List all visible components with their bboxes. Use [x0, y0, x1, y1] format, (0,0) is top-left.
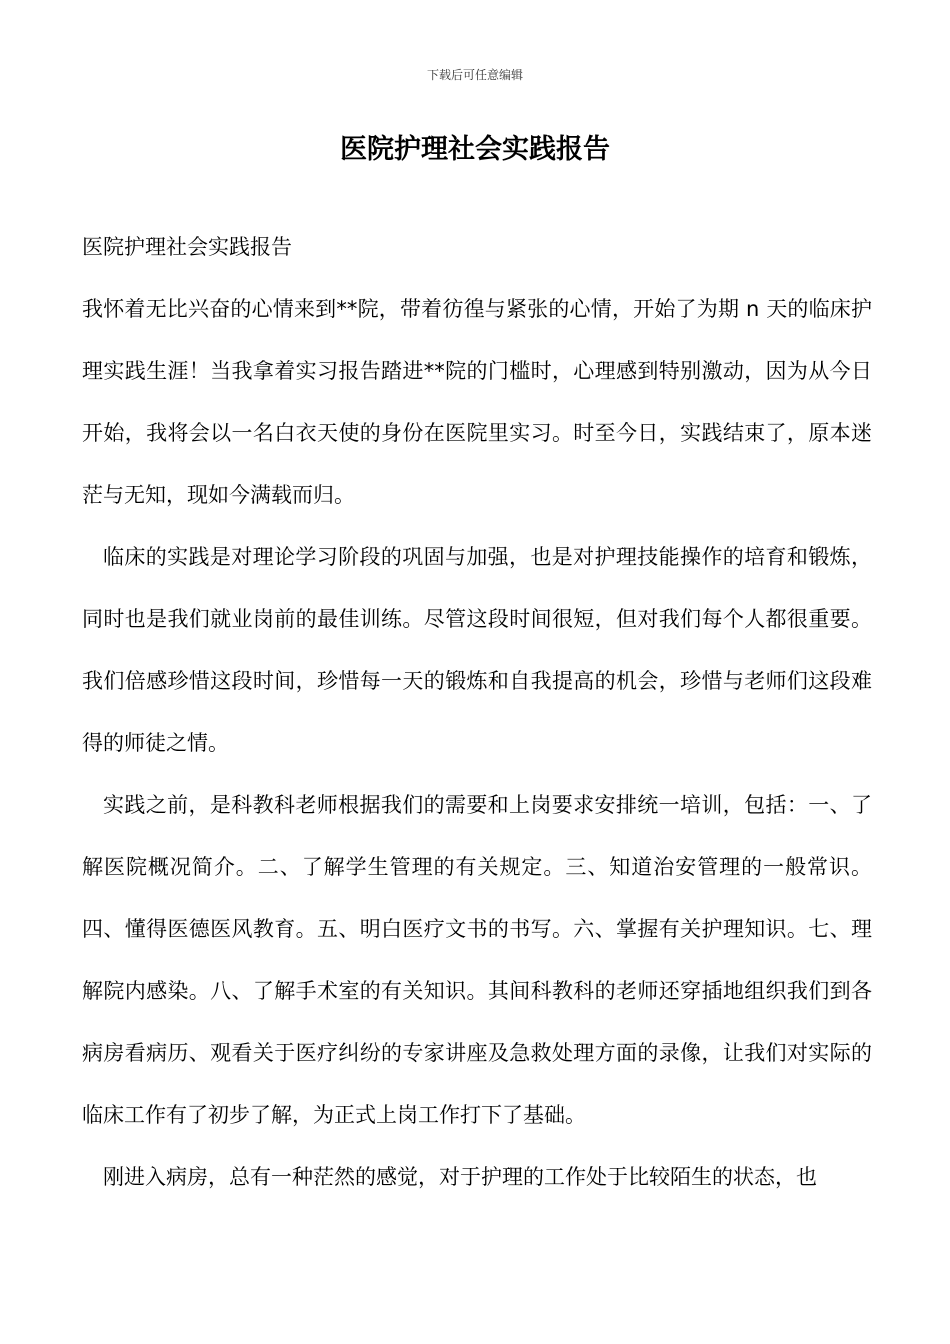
paragraph-2: 临床的实践是对理论学习阶段的巩固与加强，也是对护理技能操作的培育和锻炼，同时也是我们就业岗前的最佳训练。尽管这段时间很短，但对我们每个人都很重要。我们倍感珍惜这段时间，珍惜每一天的锻炼和自我提高的机会，珍惜与老师们这段难得的师徒之情。	[82, 545, 872, 755]
paragraph-4: 刚进入病房，总有一种茫然的感觉，对于护理的工作处于比较陌生的状态，也	[103, 1165, 817, 1189]
document-body	[82, 216, 872, 1208]
header-note: 下载后可任意编辑	[426, 68, 523, 82]
paragraph-3: 实践之前，是科教科老师根据我们的需要和上岗要求安排统一培训，包括：一、了解医院概况简介。二、了解学生管理的有关规定。三、知道治安管理的一般常识。四、懂得医德医风教育。五、明白医疗文书的书写。六、掌握有关护理知识。七、理解院内感染。八、了解手术室的有关知识。其间科教科的老师还穿插地组织我们到各病房看病历、观看关于医疗纠纷的专家讲座及急救处理方面的录像，让我们对实际的临床工作有了初步了解，为正式上岗工作打下了基础。	[82, 793, 872, 1127]
document-title: 医院护理社会实践报告	[340, 134, 610, 165]
document-subtitle: 医院护理社会实践报告	[82, 235, 292, 259]
paragraph-1: 我怀着无比兴奋的心情来到**院，带着彷徨与紧张的心情，开始了为期 n 天的临床护理实践生涯！当我拿着实习报告踏进**院的门槛时，心理感到特别激动，因为从今日开始，我将会以一名白衣天使的身份在医院里实习。时至今日，实践结束了，原本迷茫与无知，现如今满载而归。	[82, 297, 872, 507]
